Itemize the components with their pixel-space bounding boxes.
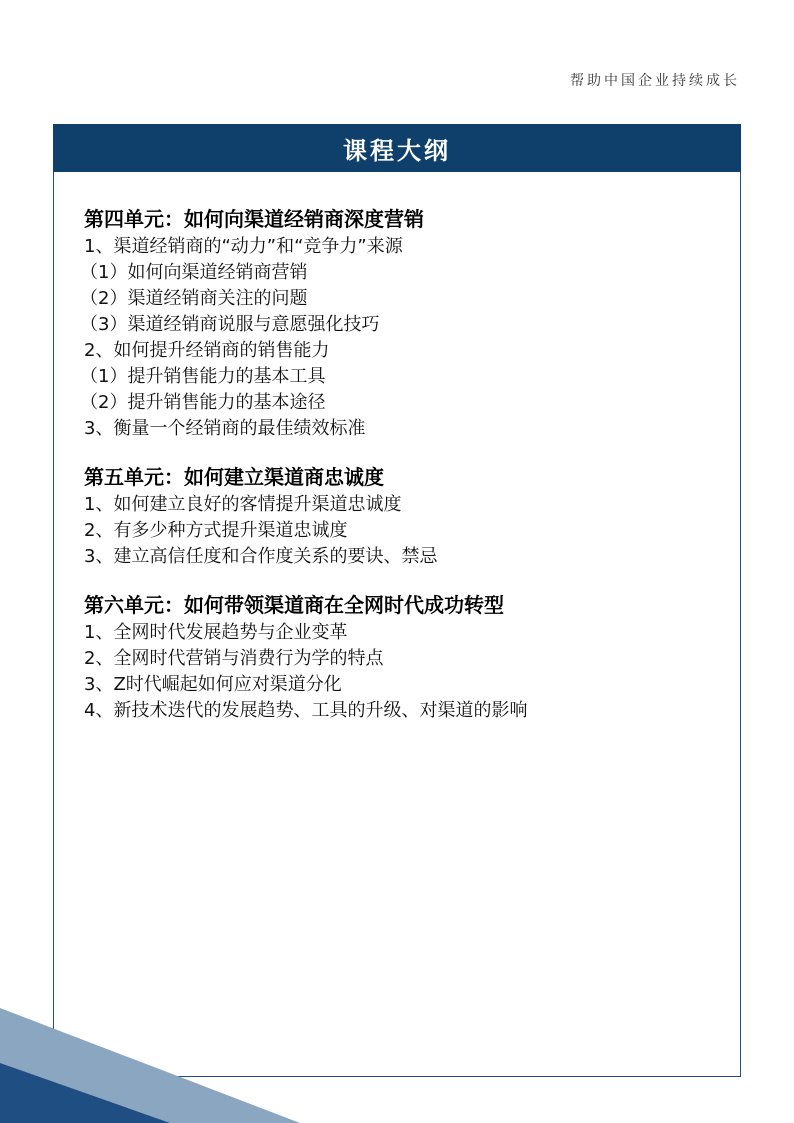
outline-item: 1、如何建立良好的客情提升渠道忠诚度	[84, 494, 402, 515]
corner-decoration-icon	[0, 1008, 300, 1123]
outline-item: 3、建立高信任度和合作度关系的要诀、禁忌	[84, 546, 438, 567]
outline-item: 1、全网时代发展趋势与企业变革	[84, 622, 348, 643]
section-heading: 第四单元：如何向渠道经销商深度营销	[84, 207, 424, 231]
title-bar	[53, 124, 741, 172]
outline-subitem: （1）提升销售能力的基本工具	[80, 366, 326, 387]
outline-item: 4、新技术迭代的发展趋势、工具的升级、对渠道的影响	[84, 700, 528, 721]
page-title: 课程大纲	[343, 136, 451, 165]
outline-item: 2、有多少种方式提升渠道忠诚度	[84, 520, 348, 541]
outline-subitem: （2）提升销售能力的基本途径	[80, 392, 326, 413]
outline-item: 2、全网时代营销与消费行为学的特点	[84, 648, 384, 669]
outline-item: 1、渠道经销商的“动力”和“竞争力”来源	[84, 236, 403, 257]
section-unit-4	[80, 204, 724, 442]
outline-item: 3、Z时代崛起如何应对渠道分化	[84, 674, 342, 695]
outline-content	[80, 204, 724, 744]
header-tagline: 帮助中国企业持续成长	[570, 73, 740, 89]
section-heading: 第六单元：如何带领渠道商在全网时代成功转型	[84, 593, 504, 617]
outline-subitem: （2）渠道经销商关注的问题	[80, 288, 308, 309]
outline-item: 3、衡量一个经销商的最佳绩效标准	[84, 418, 366, 439]
section-heading: 第五单元：如何建立渠道商忠诚度	[84, 465, 384, 489]
outline-subitem: （3）渠道经销商说服与意愿强化技巧	[80, 314, 380, 335]
outline-item: 2、如何提升经销商的销售能力	[84, 340, 330, 361]
section-unit-6	[84, 590, 724, 724]
outline-subitem: （1）如何向渠道经销商营销	[80, 262, 308, 283]
section-unit-5	[84, 462, 724, 570]
